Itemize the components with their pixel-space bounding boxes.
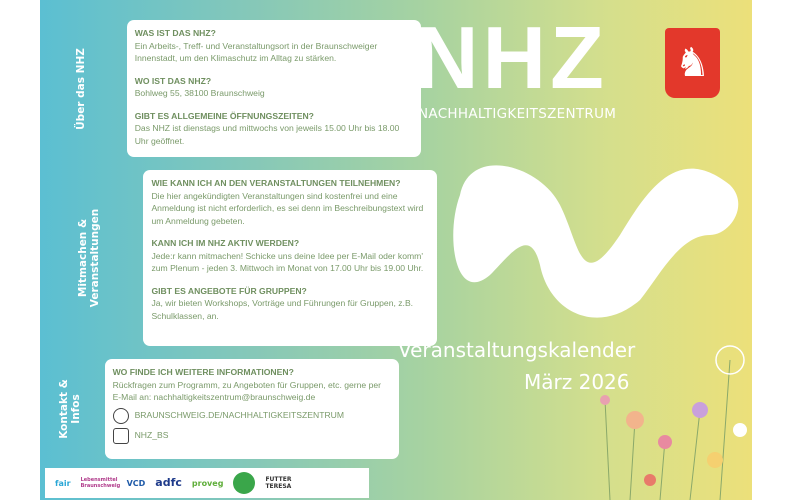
nhz-title: NHZ bbox=[415, 8, 608, 107]
logo-lebensmittel: Lebensmittel Braunschweig bbox=[80, 477, 121, 489]
answer: Die hier angekündigten Veranstaltungen sind kostenfrei und eine Anmeldung ist nicht erforderlich, es sei denn im Beschreibungstext wird um Anmeldung gebeten. bbox=[151, 190, 424, 226]
question: WAS IST DAS NHZ? bbox=[134, 28, 216, 38]
line: Infos bbox=[69, 394, 82, 424]
logo-futter-teresa: FUTTER TERESA bbox=[265, 476, 292, 490]
logo-adfc: adfc bbox=[155, 476, 182, 489]
camera-icon bbox=[113, 428, 129, 444]
answer: Jede:r kann mitmachen! Schicke uns deine Idee per E-Mail oder komm' zum Plenum - jeden 3. Mittwoch im Monat von 17.00 Uhr bis 19.00 Uhr. bbox=[151, 250, 424, 273]
question: WO IST DAS NHZ? bbox=[134, 75, 212, 86]
answer: Ein Arbeits-, Treff- und Veranstaltungsort in der Braunschweiger Innenstadt, um den Klimaschutz im Alltag zu stärken. bbox=[134, 40, 378, 63]
answer: Ja, wir bieten Workshops, Vorträge und Führungen für Gruppen, z.B. Schulklassen, an. bbox=[151, 298, 414, 321]
side-label-about bbox=[40, 20, 127, 157]
line: Veranstaltungen bbox=[89, 208, 102, 308]
calendar-month: März 2026 bbox=[524, 370, 630, 394]
website-link[interactable] bbox=[113, 408, 391, 424]
join-row bbox=[40, 170, 424, 346]
website-text[interactable]: BRAUNSCHWEIG.DE/NACHHALTIGKEITSZENTRUM bbox=[134, 410, 345, 421]
logo-green-circle bbox=[233, 472, 255, 494]
contact-card bbox=[105, 359, 399, 459]
contact-row bbox=[40, 359, 382, 459]
question: WIE KANN ICH AN DEN VERANSTALTUNGEN TEILNEHMEN? bbox=[151, 178, 401, 188]
side-label-contact bbox=[40, 359, 105, 459]
info-column bbox=[40, 20, 424, 498]
calendar-title: Veranstaltungskalender bbox=[398, 338, 636, 362]
question: GIBT ES ANGEBOTE FÜR GRUPPEN? bbox=[151, 285, 307, 296]
question: WO FINDE ICH WEITERE INFORMATIONEN? bbox=[112, 367, 294, 377]
line: Mitmachen & bbox=[77, 218, 90, 298]
braunschweig-crest-logo: ♞ bbox=[665, 28, 720, 98]
about-row bbox=[40, 20, 400, 157]
question: KANN ICH IM NHZ AKTIV WERDEN? bbox=[151, 238, 300, 248]
logo-proveg: proveg bbox=[191, 478, 224, 488]
side-label-join bbox=[40, 170, 143, 346]
partner-logos bbox=[45, 468, 369, 498]
globe-icon bbox=[113, 408, 129, 424]
nhz-subtitle: NACHHALTIGKEITSZENTRUM bbox=[418, 106, 617, 122]
wave-shape bbox=[430, 125, 750, 325]
logo-fair: fair bbox=[55, 478, 71, 488]
logo-vcd: VCD bbox=[126, 478, 146, 488]
side-label-text bbox=[58, 379, 82, 439]
answer: Bohlweg 55, 38100 Braunschweig bbox=[134, 88, 265, 98]
instagram-link[interactable] bbox=[113, 428, 391, 444]
question: GIBT ES ALLGEMEINE ÖFFNUNGSZEITEN? bbox=[134, 110, 314, 121]
wave-path bbox=[453, 165, 738, 317]
answer: Das NHZ ist dienstags und mittwochs von jeweils 15.00 Uhr bis 18.00 Uhr geöffnet. bbox=[134, 123, 400, 146]
side-label-text bbox=[77, 209, 101, 307]
side-label-text: Über das NHZ bbox=[74, 47, 87, 130]
join-card bbox=[143, 170, 437, 346]
line: Kontakt & bbox=[57, 379, 70, 439]
flowers-illustration bbox=[590, 320, 752, 500]
instagram-text[interactable]: NHZ_BS bbox=[134, 430, 169, 441]
answer: Rückfragen zum Programm, zu Angeboten für Gruppen, etc. gerne per E-Mail an: nachhaltigkeitszentrum@braunschweig.de bbox=[112, 379, 382, 402]
flyer-page bbox=[40, 0, 752, 500]
about-card bbox=[127, 20, 421, 157]
